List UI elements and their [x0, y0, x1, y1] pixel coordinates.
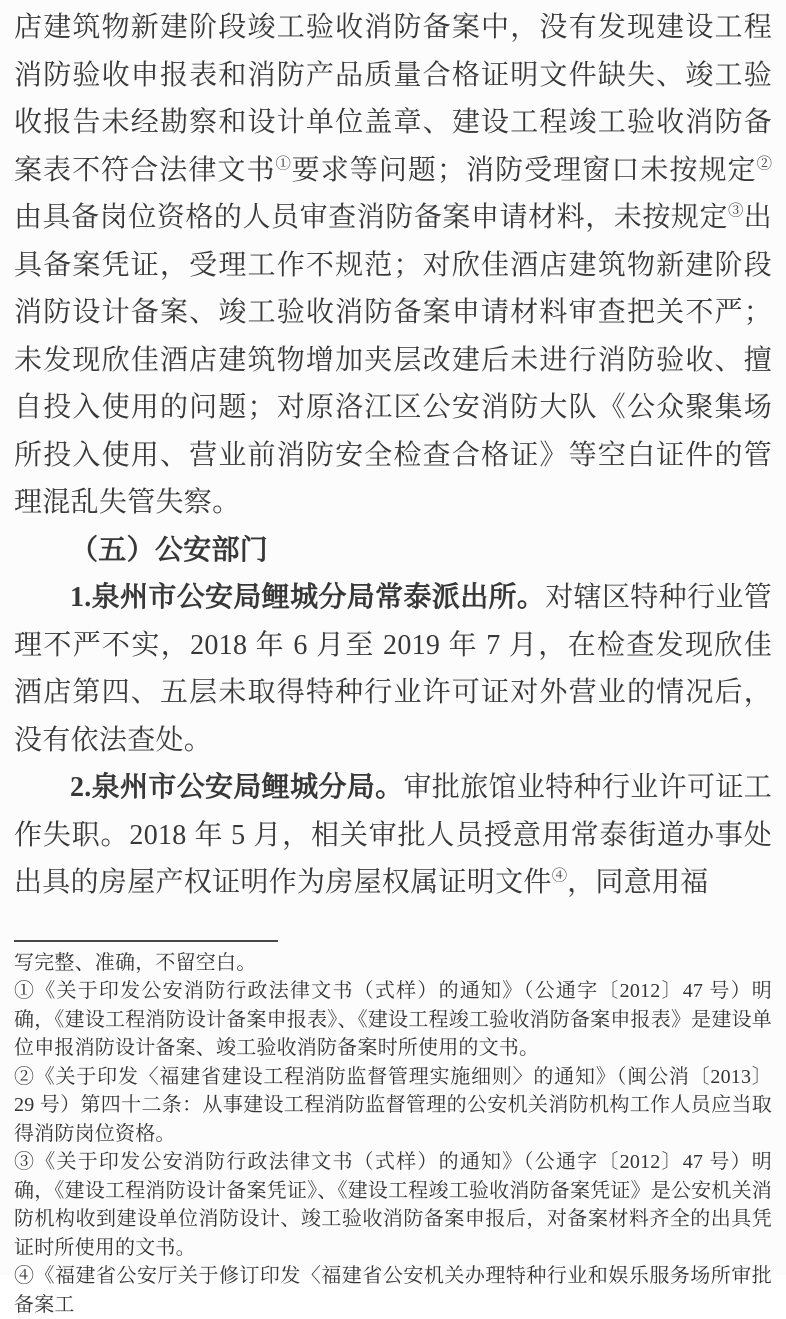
footnote-ref-1: ①: [276, 155, 292, 172]
paragraph-continuation: [14, 4, 772, 527]
body-text-run: 审批旅馆业特种行业许可证工作失职。2018 年 5 月，相关审批人员授意用常泰街道办事处出具的房屋产权证明作为房屋权属证明文件: [14, 772, 772, 898]
footnote-1: ①《关于印发公安消防行政法律文书（式样）的通知》（公通字〔2012〕47 号）明确，《建设工程消防设计备案申报表》、《建设工程竣工验收消防备案申报表》是建设单位申报消防设计备案、竣工验收消防备案时所使用的文书。: [14, 977, 772, 1063]
body-text-run: 出具备案凭证，受理工作不规范；对欣佳酒店建筑物新建阶段消防设计备案、竣工验收消防备案申请材料审查把关不严；未发现欣佳酒店建筑物增加夹层改建后未进行消防验收、擅自投入使用的问题；对原洛江区公安消防大队《公众聚集场所投入使用、营业前消防安全检查合格证》等空白证件的管理混乱失管失察。: [14, 202, 772, 518]
footnote-3: ③《关于印发公安消防行政法律文书（式样）的通知》（公通字〔2012〕47 号）明确，《建设工程消防设计备案凭证》、《建设工程竣工验收消防备案凭证》是公安机关消防机构收到建设单位消防设计、竣工验收消防备案申报后，对备案材料齐全的出具凭证时所使用的文书。: [14, 1148, 772, 1262]
footnote-2: ②《关于印发〈福建省建设工程消防监督管理实施细则〉的通知》（闽公消〔2013〕29 号）第四十二条：从事建设工程消防监督管理的公安机关消防机构工作人员应当取得消防岗位资格。: [14, 1063, 772, 1149]
document-body: [14, 4, 772, 907]
body-text-run: ，同意用福: [567, 867, 709, 898]
footnote-ref-3: ③: [728, 203, 744, 220]
section-heading-text: （五）公安部门: [70, 535, 268, 566]
footnotes-block: [14, 949, 772, 1319]
body-text-run: 要求等问题；消防受理窗口未按规定: [292, 155, 757, 186]
body-text-run: 对辖区特种行业管理不严不实，2018 年 6 月至 2019 年 7 月，在检查发现欣佳酒店第四、五层未取得特种行业许可证对外营业的情况后，没有依法查处。: [14, 582, 772, 756]
footnote-separator: [14, 940, 278, 942]
body-text-run: 由具备岗位资格的人员审查消防备案申请材料，未按规定: [14, 202, 728, 233]
item-1-lead-in: 1.泉州市公安局鲤城分局常泰派出所。: [70, 582, 545, 613]
body-text-run: 店建筑物新建阶段竣工验收消防备案中，没有发现建设工程消防验收申报表和消防产品质量合格证明文件缺失、竣工验收报告未经勘察和设计单位盖章、建设工程竣工验收消防备案表不符合法律文书: [14, 12, 772, 186]
footnote-continuation: 写完整、准确，不留空白。: [14, 949, 772, 978]
footnote-ref-4: ④: [552, 868, 567, 885]
paragraph-item-1: [14, 574, 772, 764]
section-heading: [14, 527, 772, 575]
item-2-lead-in: 2.泉州市公安局鲤城分局。: [70, 772, 404, 803]
footnote-ref-2: ②: [757, 155, 772, 172]
paragraph-item-2: [14, 764, 772, 907]
footnote-4: ④《福建省公安厅关于修订印发〈福建省公安机关办理特种行业和娱乐服务场所审批备案工: [14, 1262, 772, 1319]
